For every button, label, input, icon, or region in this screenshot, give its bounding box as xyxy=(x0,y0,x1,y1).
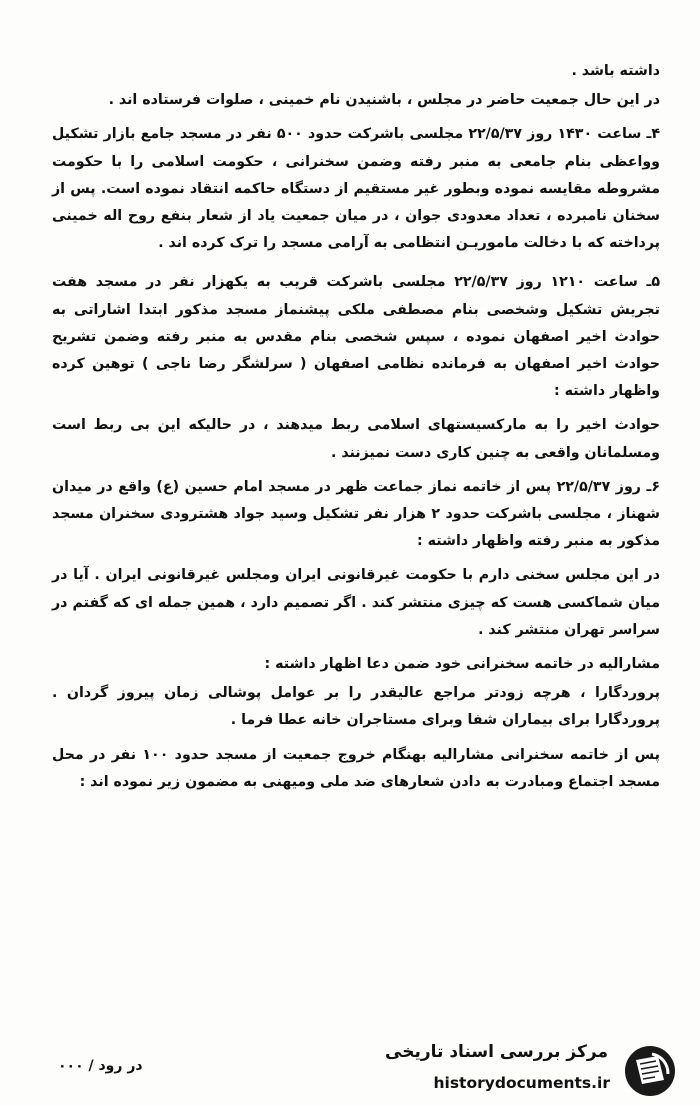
document-seal-icon xyxy=(622,1044,678,1098)
watermark-name: مرکز بررسی اسناد تاریخی xyxy=(385,1042,608,1062)
paragraph-salavat: در این حال جمعیت حاضر در مجلس ، باشنیدن نام خمینی ، صلوات فرستاده اند . xyxy=(108,92,660,109)
paragraph-continuation: داشته باشد . xyxy=(571,63,660,79)
paragraph-slogans: پس از خاتمه سخنرانی مشارالیه بهنگام خروج جمعیت از مسجد حدود ۱۰۰ نفر در محل مسجد اجتماع ومبادرت به دادن شعارهای ضد ملی ومیهنی به مضمون زیر نموده اند : xyxy=(52,746,660,790)
watermark-logo xyxy=(385,1040,690,1102)
document-body xyxy=(52,58,660,803)
paragraph-item-6: ۶ـ روز ۲۲/۵/۳۷ پس از خاتمه نماز جماعت ظهر در مسجد امام حسین (ع) واقع در میدان شهناز ، مجلسی باشرکت حدود ۲ هزار نفر تشکیل وسید جواد هشترودی سخنران مسجد مذکور به منبر رفته واظهار داشته : xyxy=(52,478,660,550)
paragraph-quote-1: حوادث اخیر را به مارکسیستهای اسلامی ربط میدهند ، در حالیکه این بی ربط است ومسلمانان واقعی به چنین کاری دست نمیزنند . xyxy=(52,417,660,461)
paragraph-quote-2: در این مجلس سخنی دارم با حکومت غیرقانونی ایران ومجلس غیرقانونی ایران . آیا در میان شماکسی هست که چیزی منتشر کند . اگر تصمیم دارد ، همین جمله ای که گفتم در سراسر تهران منتشر کند . xyxy=(52,567,660,638)
watermark-url: historydocuments.ir xyxy=(433,1074,610,1092)
paragraph-item-5: ۵ـ ساعت ۱۲۱۰ روز ۲۲/۵/۳۷ مجلسی باشرکت قریب به یکهزار نفر در مسجد هفت تجریش تشکیل وشخصی بنام مصطفی ملکی پیشنماز مسجد مذکور ابتدا اشاراتی به حوادث اخیر اصفهان نموده ، سپس شخصی بنام مقدس به منبر رفته وضمن تشریح حوادث اخیر اصفهان به فرمانده نظامی اصفهان ( سرلشگر رضا ناجی ) توهین کرده واظهار داشته : xyxy=(52,274,660,400)
paragraph-prayer-intro: مشارالیه در خاتمه سخنرانی خود ضمن دعا اظهار داشته : xyxy=(264,656,660,673)
paragraph-item-4: ۴ـ ساعت ۱۴۳۰ روز ۲۲/۵/۳۷ مجلسی باشرکت حدود ۵۰۰ نفر در مسجد جامع بازار تشکیل وواعظی بنام جامعی به منبر رفته وضمن سخنرانی ، حکومت اسلامی را با حکومت مشروطه مقایسه نموده وبطور غیر مستقیم از دستگاه حاکمه انتقاد نموده است. پس از سخنان نامبرده ، تعداد معدودی جوان ، در میان جمعیت یاد از شعار بنفع روح اله خمینی پرداخته که با دخالت ماموریـن انتظامی به آرامی مسجد را ترک کرده اند . xyxy=(52,126,660,252)
paragraph-prayer: پروردگارا ، هرچه زودتر مراجع عالیقدر را بر عوامل پوشالی زمان پیروز گردان . پروردگارا برای بیماران شفا وبرای مستاجران خانه عطا فرما . xyxy=(52,685,660,729)
page-footer-note: در رود / ۰۰۰ xyxy=(58,1058,143,1074)
